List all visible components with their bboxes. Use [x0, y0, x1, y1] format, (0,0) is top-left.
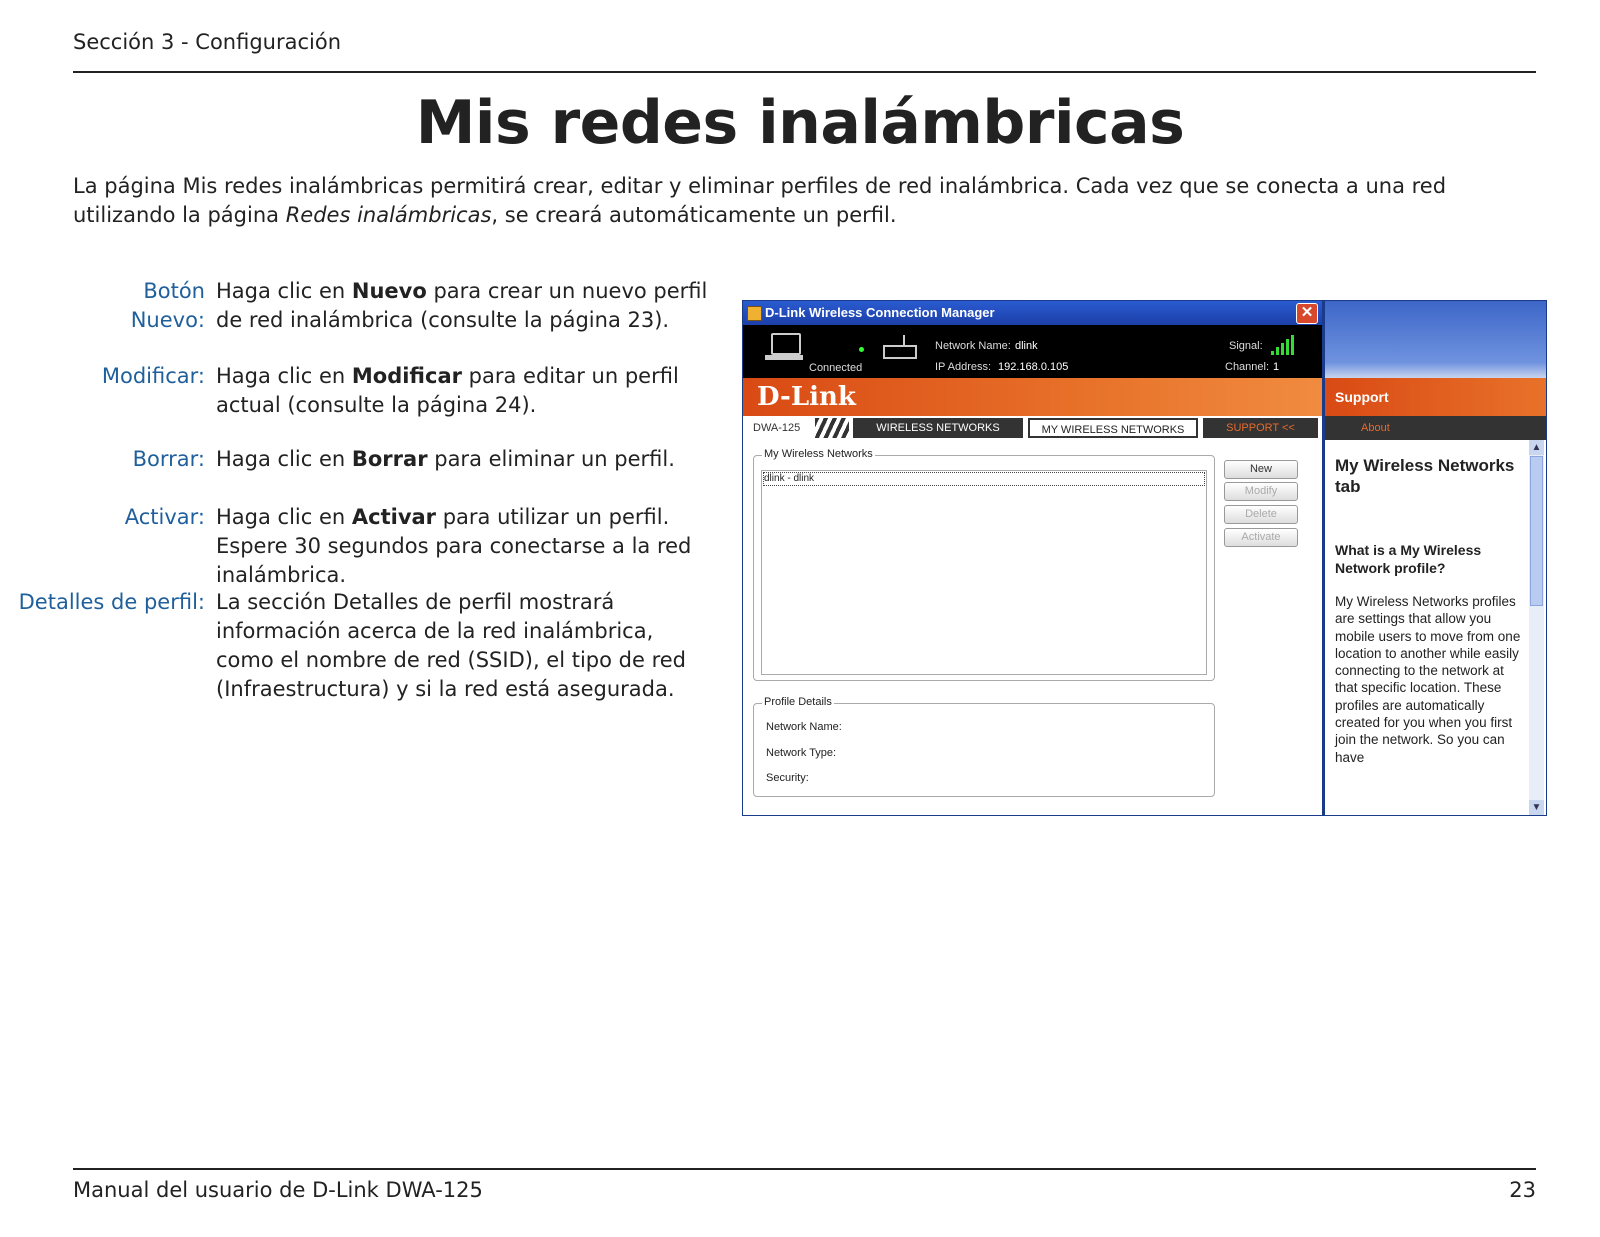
help-paragraph: My Wireless Networks profiles are settings that allow you mobile users to move from one location to another while easily connecting to the network at that specific location. These profiles are automatically created for you when you first join the network. So you can have [1335, 594, 1521, 765]
network-name-label: Network Name: [935, 340, 1011, 352]
desc-modificar-post: para editar un perfil actual (consulte la página 24). [216, 364, 679, 417]
channel-value: 1 [1273, 361, 1280, 373]
desc-nuevo-post: para crear un nuevo perfil de red inalámbrica (consulte la página 23). [216, 279, 708, 332]
app-window [742, 300, 1547, 816]
profile-details-group [753, 696, 1215, 797]
titlebar [743, 301, 1322, 325]
desc-activar-post: para utilizar un perfil. Espere 30 segundos para conectarse a la red inalámbrica. [216, 505, 692, 587]
help-sky-image [1325, 301, 1546, 378]
desc-borrar [216, 445, 716, 474]
desc-nuevo-bold: Nuevo [351, 279, 427, 303]
brand-bar [743, 378, 1322, 416]
status-bar [743, 325, 1322, 378]
term-borrar: Borrar: [132, 447, 205, 471]
desc-borrar-bold: Borrar [351, 447, 428, 471]
help-panel [1325, 301, 1546, 815]
desc-detalles: La sección Detalles de perfil mostrará información acerca de la red inalámbrica, como el nombre de red (SSID), el tipo de red (Infraestructura) y si la red está asegurada. [216, 590, 686, 701]
intro-text-1: La página Mis redes inalámbricas permitirá crear, editar y eliminar perfiles de red inalámbrica. Cada vez que se conecta a una red utilizando la página [73, 174, 1447, 227]
window-title: D-Link Wireless Connection Manager [765, 305, 995, 320]
scroll-down-icon[interactable]: ▼ [1529, 800, 1544, 815]
top-rule [73, 71, 1536, 73]
intro-paragraph [73, 172, 1543, 230]
term-nuevo-line2: Nuevo: [130, 308, 205, 332]
tab-wireless-networks[interactable]: WIRELESS NETWORKS [853, 418, 1023, 438]
desc-borrar-pre: Haga clic en [216, 447, 352, 471]
laptop-base-icon [765, 355, 803, 360]
desc-borrar-post: para eliminar un perfil. [427, 447, 675, 471]
scroll-thumb[interactable] [1530, 456, 1543, 606]
desc-modificar [216, 362, 716, 420]
networks-list[interactable] [761, 470, 1207, 675]
signal-bar [1271, 351, 1274, 355]
desc-activar-pre: Haga clic en [216, 505, 352, 529]
term-nuevo [131, 277, 205, 335]
dlink-logo: D-Link [757, 382, 856, 412]
desc-nuevo-pre: Haga clic en [216, 279, 352, 303]
app-main-panel [743, 301, 1325, 815]
tab-support[interactable]: SUPPORT << [1203, 418, 1318, 438]
help-heading: My Wireless Networks tab [1335, 456, 1515, 496]
desc-modificar-pre: Haga clic en [216, 364, 352, 388]
network-name-value: dlink [1015, 340, 1038, 352]
connected-label: Connected [809, 362, 863, 374]
tab-my-wireless-networks[interactable]: MY WIRELESS NETWORKS [1028, 418, 1198, 438]
signal-bar [1291, 335, 1294, 355]
close-button[interactable]: ✕ [1296, 303, 1318, 324]
page-number: 23 [1509, 1178, 1536, 1202]
detail-security: Security: [766, 772, 809, 784]
signal-label: Signal: [1229, 340, 1263, 352]
signal-bar [1286, 339, 1289, 355]
desc-modificar-bold: Modificar [351, 364, 462, 388]
help-content [1335, 455, 1523, 766]
desc-activar-bold: Activar [351, 505, 437, 529]
list-item[interactable]: dlink - dlink [763, 472, 1205, 486]
detail-network-name: Network Name: [766, 721, 842, 733]
model-label: DWA-125 [753, 422, 801, 434]
term-nuevo-line1: Botón [143, 279, 205, 303]
ip-label: IP Address: [935, 361, 992, 373]
intro-italic: Redes inalámbricas [285, 203, 492, 227]
signal-bar [1276, 347, 1279, 355]
term-detalles: Detalles de perfil: [18, 590, 205, 614]
help-support-bar [1325, 378, 1546, 416]
desc-nuevo [216, 277, 716, 335]
connection-dot-icon [859, 347, 864, 352]
router-icon [883, 345, 917, 359]
footer-manual: Manual del usuario de D-Link DWA-125 [73, 1178, 483, 1202]
scroll-up-icon[interactable]: ▲ [1529, 440, 1544, 455]
signal-bar [1281, 343, 1284, 355]
support-label: Support [1335, 389, 1389, 405]
help-subheading: What is a My Wireless Network profile? [1335, 542, 1482, 576]
term-activar: Activar: [124, 505, 205, 529]
page-title: Mis redes inalámbricas [415, 88, 1185, 158]
laptop-icon [771, 333, 801, 355]
help-nav-bar [1325, 416, 1546, 440]
router-antenna-icon [903, 335, 905, 345]
detail-network-type: Network Type: [766, 747, 837, 759]
modify-button[interactable]: Modify [1224, 482, 1298, 501]
channel-label: Channel: [1225, 361, 1270, 373]
my-wireless-networks-group [753, 448, 1215, 681]
activate-button[interactable]: Activate [1224, 528, 1298, 547]
intro-text-2: , se creará automáticamente un perfil. [491, 203, 897, 227]
tab-bar [743, 416, 1322, 440]
about-link[interactable]: About [1361, 422, 1390, 434]
section-header: Sección 3 - Configuración [73, 30, 342, 54]
term-modificar: Modificar: [101, 364, 205, 388]
ip-value: 192.168.0.105 [998, 361, 1069, 373]
delete-button[interactable]: Delete [1224, 505, 1298, 524]
profile-details-label: Profile Details [764, 696, 832, 708]
desc-activar [216, 503, 716, 590]
bottom-rule [73, 1168, 1536, 1170]
help-scrollbar[interactable] [1529, 440, 1544, 815]
networks-group-label: My Wireless Networks [764, 448, 873, 460]
app-icon [747, 306, 762, 321]
new-button[interactable]: New [1224, 460, 1298, 479]
stripes-decoration [815, 418, 849, 438]
